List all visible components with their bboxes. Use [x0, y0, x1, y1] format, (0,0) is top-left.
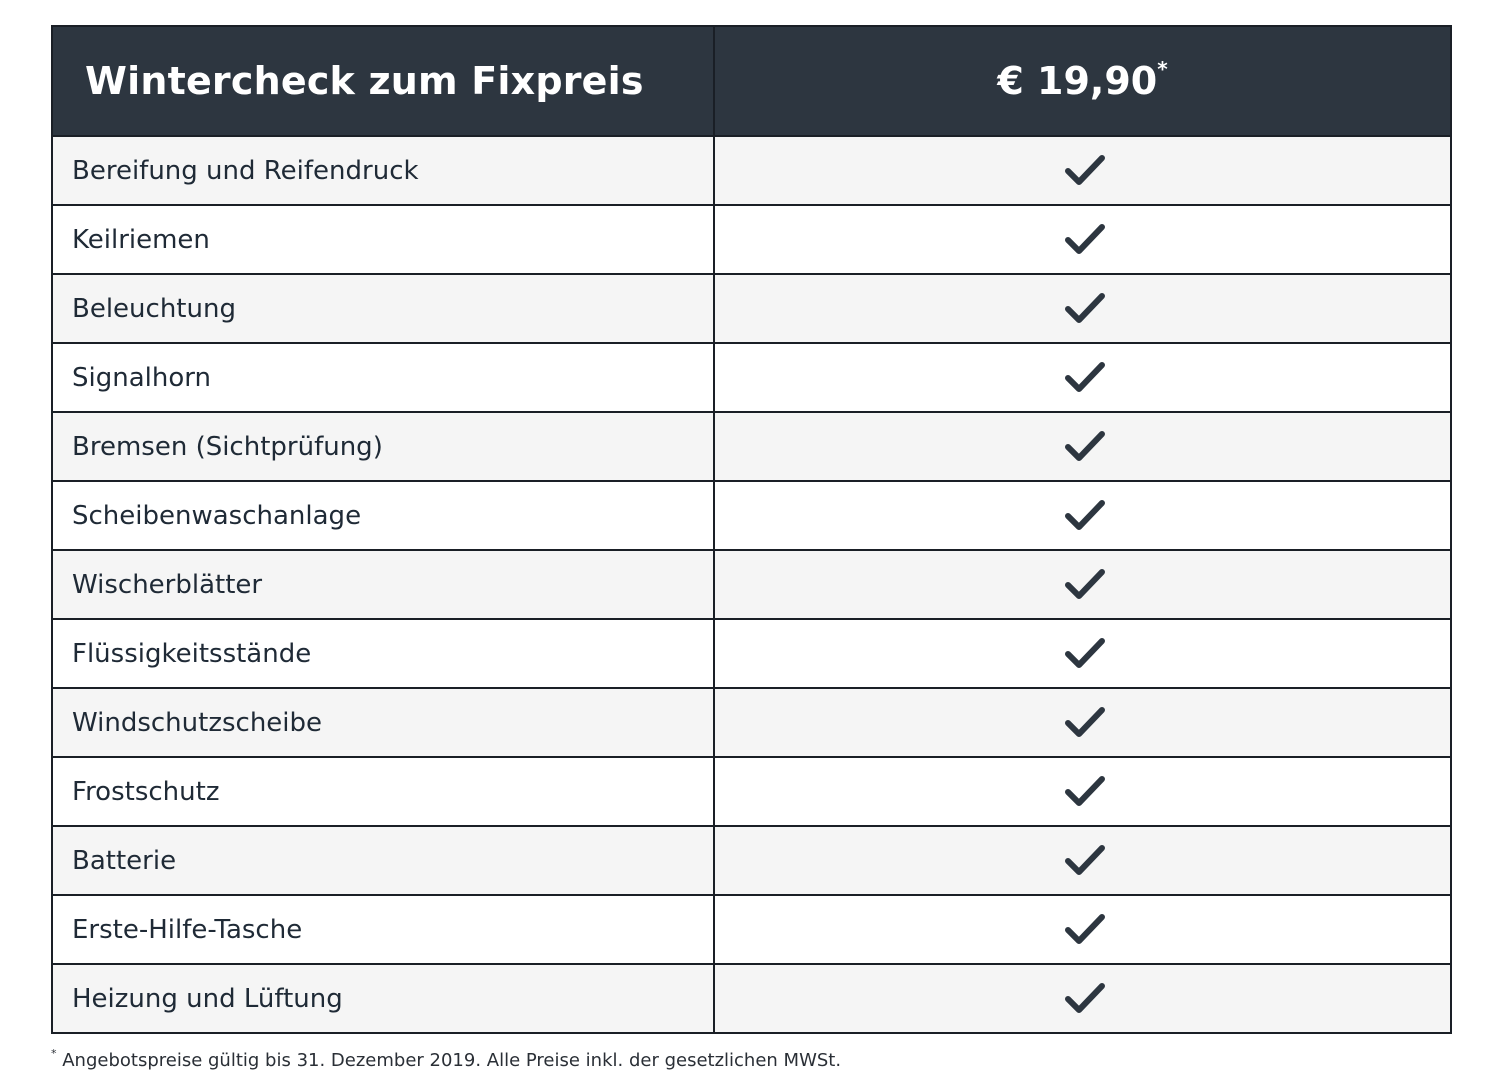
price-table — [51, 25, 1452, 1034]
table-row — [52, 688, 1451, 757]
service-item-label: Batterie — [52, 826, 714, 895]
included-cell — [714, 688, 1451, 757]
table-title: Wintercheck zum Fixpreis — [52, 26, 714, 136]
table-row — [52, 964, 1451, 1033]
service-item-label: Wischerblätter — [52, 550, 714, 619]
included-cell — [714, 274, 1451, 343]
included-cell — [714, 136, 1451, 205]
included-cell — [714, 550, 1451, 619]
checkmark-icon — [1063, 774, 1107, 810]
table-row — [52, 412, 1451, 481]
service-item-label: Bereifung und Reifendruck — [52, 136, 714, 205]
checkmark-icon — [1063, 705, 1107, 741]
price-heading — [714, 26, 1451, 136]
checkmark-icon — [1063, 222, 1107, 258]
price-value: € 19,90 — [997, 59, 1158, 103]
checkmark-icon — [1063, 567, 1107, 603]
table-row — [52, 895, 1451, 964]
service-item-label: Heizung und Lüftung — [52, 964, 714, 1033]
table-header-row — [52, 26, 1451, 136]
included-cell — [714, 343, 1451, 412]
checkmark-icon — [1063, 912, 1107, 948]
checkmark-icon — [1063, 153, 1107, 189]
price-footnote-marker: * — [1157, 57, 1168, 82]
service-item-label: Signalhorn — [52, 343, 714, 412]
table-row — [52, 826, 1451, 895]
included-cell — [714, 481, 1451, 550]
table-row — [52, 550, 1451, 619]
checkmark-icon — [1063, 843, 1107, 879]
service-item-label: Windschutzscheibe — [52, 688, 714, 757]
included-cell — [714, 757, 1451, 826]
included-cell — [714, 619, 1451, 688]
table-row — [52, 136, 1451, 205]
checkmark-icon — [1063, 360, 1107, 396]
checkmark-icon — [1063, 291, 1107, 327]
service-item-label: Beleuchtung — [52, 274, 714, 343]
checkmark-icon — [1063, 981, 1107, 1017]
footnote-text: Angebotspreise gültig bis 31. Dezember 2019. Alle Preise inkl. der gesetzlichen MWSt. — [56, 1050, 842, 1071]
footnote-marker: * — [51, 1047, 57, 1060]
service-item-label: Erste-Hilfe-Tasche — [52, 895, 714, 964]
table-row — [52, 274, 1451, 343]
included-cell — [714, 895, 1451, 964]
table-row — [52, 619, 1451, 688]
checkmark-icon — [1063, 498, 1107, 534]
service-item-label: Frostschutz — [52, 757, 714, 826]
table-body — [52, 136, 1451, 1033]
included-cell — [714, 412, 1451, 481]
footnote — [51, 1049, 841, 1071]
checkmark-icon — [1063, 429, 1107, 465]
service-item-label: Flüssigkeitsstände — [52, 619, 714, 688]
checkmark-icon — [1063, 636, 1107, 672]
table-row — [52, 343, 1451, 412]
included-cell — [714, 205, 1451, 274]
service-item-label: Keilriemen — [52, 205, 714, 274]
service-item-label: Bremsen (Sichtprüfung) — [52, 412, 714, 481]
service-item-label: Scheibenwaschanlage — [52, 481, 714, 550]
table-row — [52, 757, 1451, 826]
table-row — [52, 205, 1451, 274]
included-cell — [714, 964, 1451, 1033]
included-cell — [714, 826, 1451, 895]
table-row — [52, 481, 1451, 550]
